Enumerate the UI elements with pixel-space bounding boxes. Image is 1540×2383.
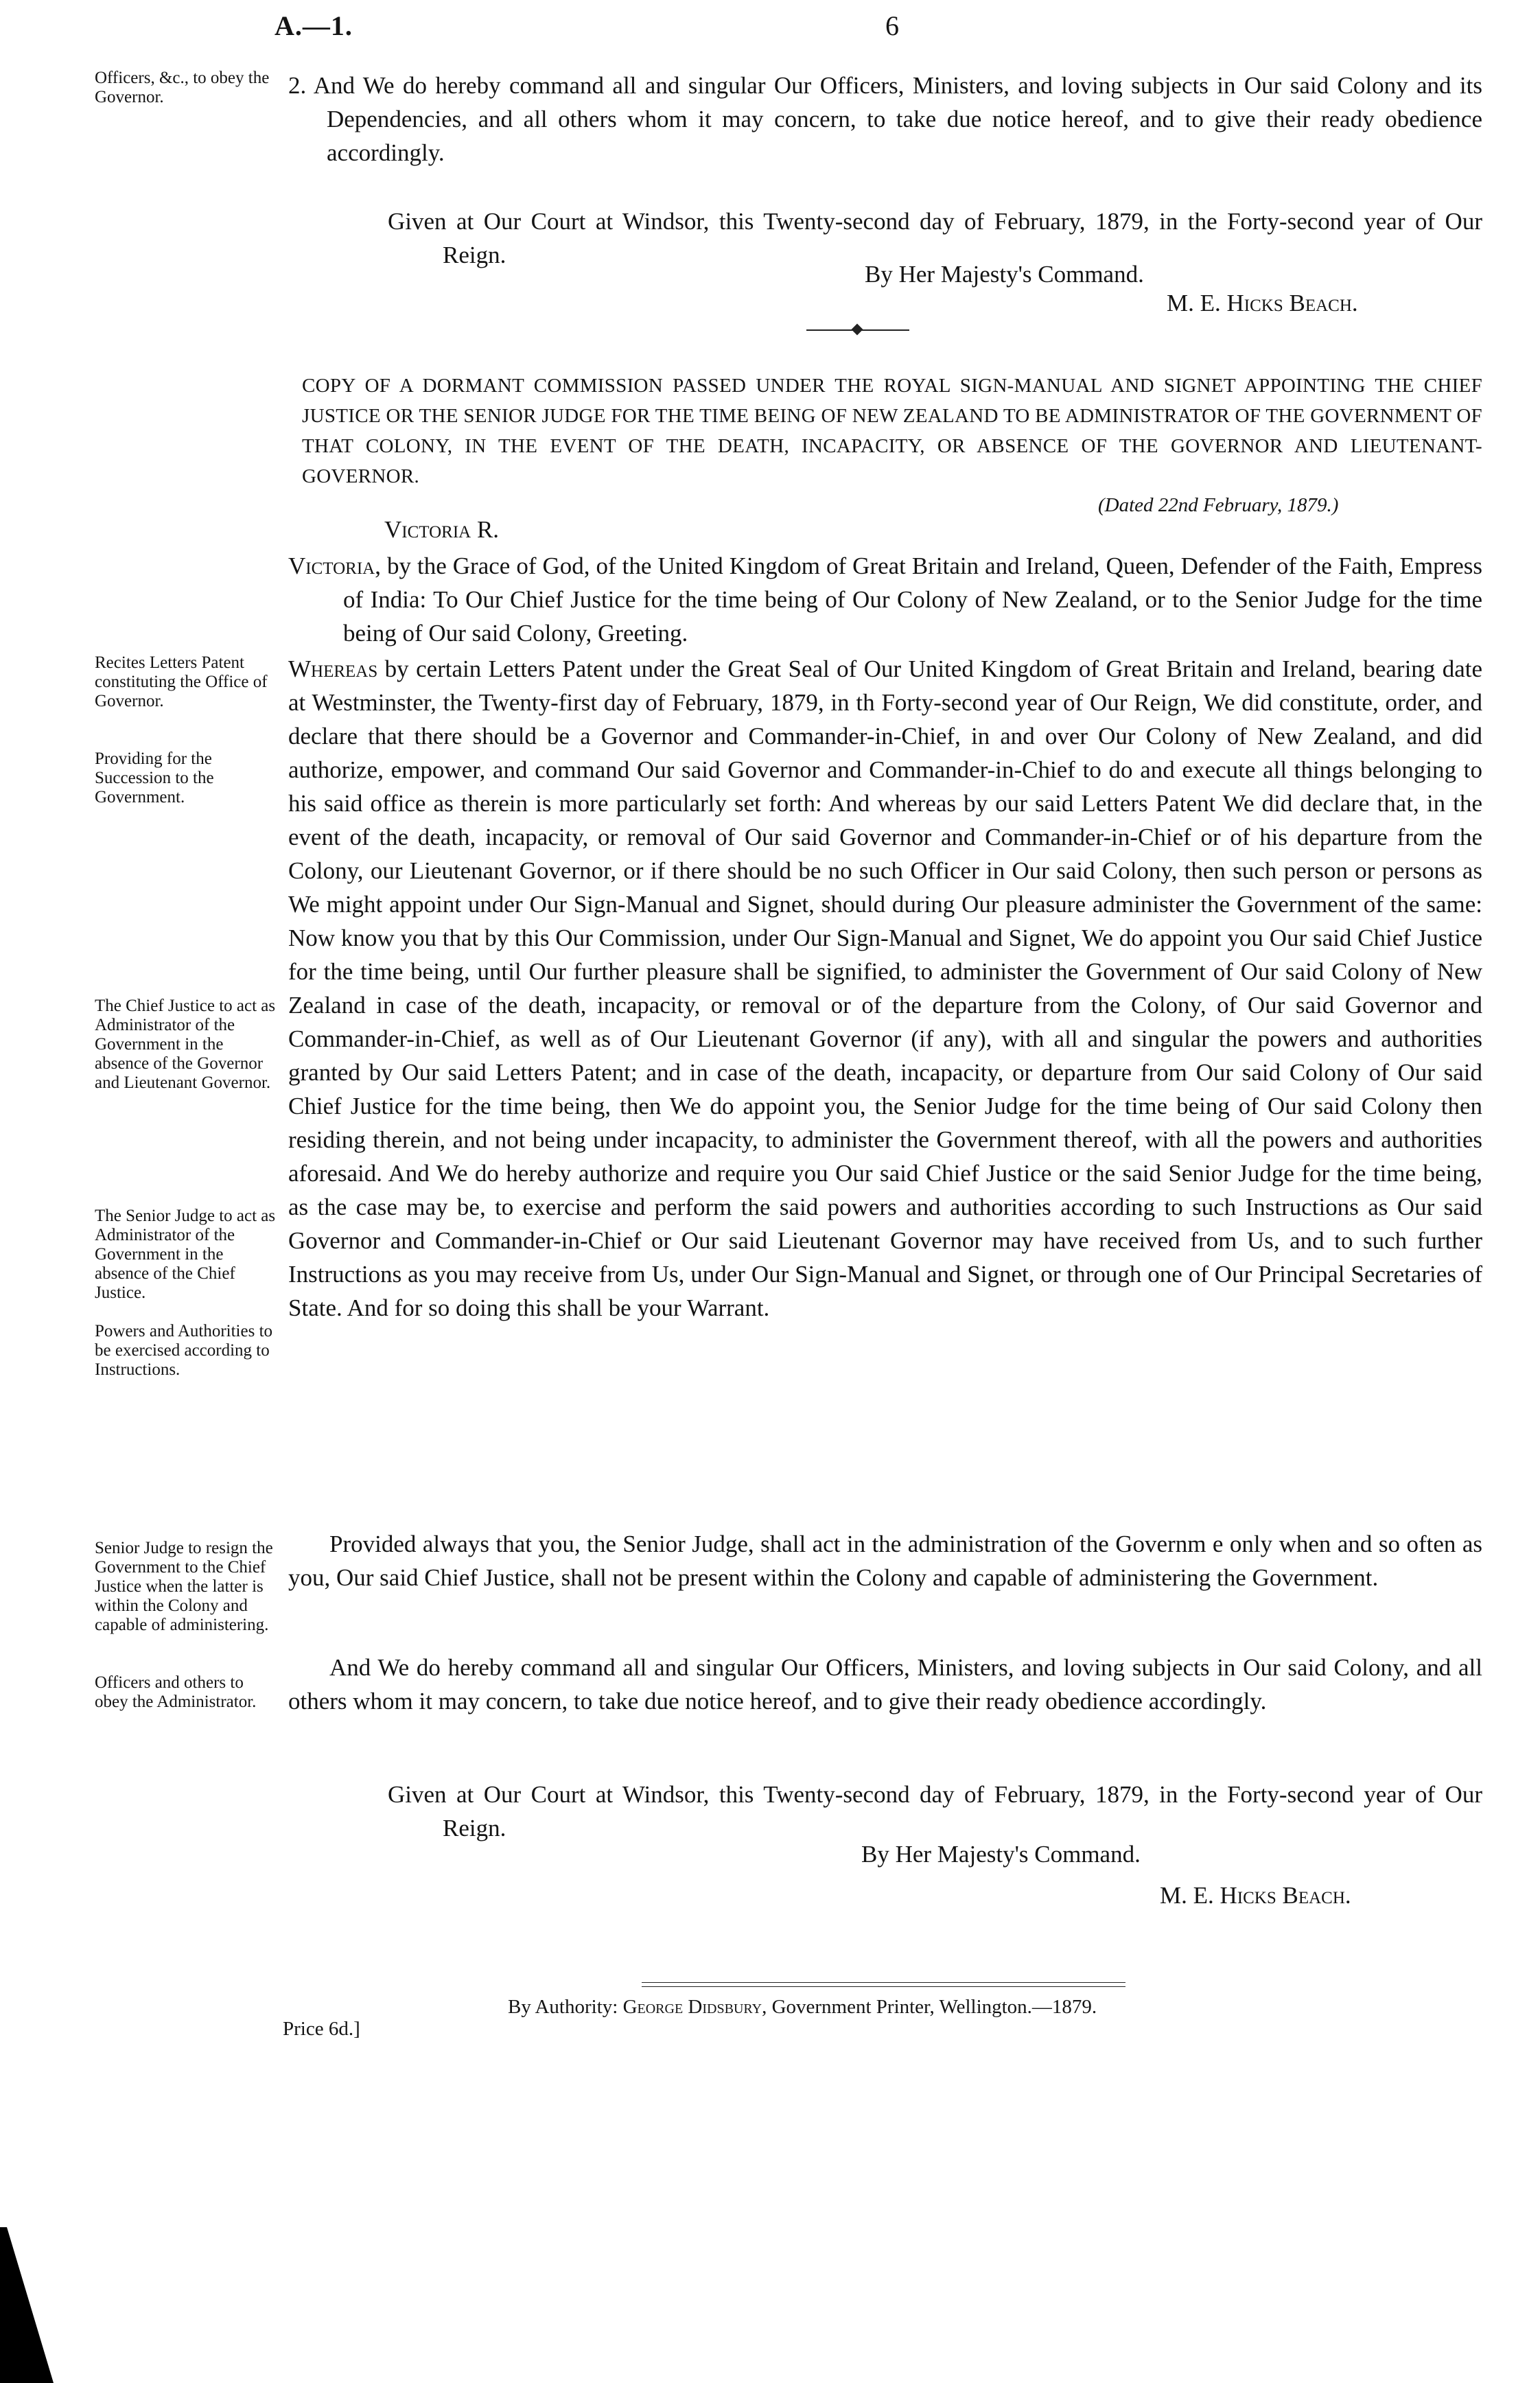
page-number: 6 xyxy=(885,10,899,41)
whereas-paragraph xyxy=(288,652,1482,1325)
officers-paragraph: 2. And We do hereby command all and singular Our Officers, Ministers, and loving subjects in Our said Colony and its Dependencies, and all others whom it may concern, to take due notice hereof, and to give their ready obedience accordingly. xyxy=(288,72,1482,166)
whereas-text: by certain Letters Patent under the Great Seal of Our United Kingdom of Great Britain and Ireland, bearing date at Westminster, the Twenty-first day of February, 1879, in th Forty-second year of Our Reign, We did constitute, order, and declare that there should be a Governor and Commander-in-Chief, in and over Our Colony of New Zealand, and did authorize, empower, and command Our said Governor and Commander-in-Chief to do and execute all things belonging to his said office as therein is more particularly set forth: And whereas by our said Letters Patent We did declare that, in the event of the death, incapacity, or removal of Our said Governor and Commander-in-Chief or of his departure from the Colony, our Lieutenant Governor, or if there should be no such Officer in Our said Colony, then such person or persons as We might appoint under Our Sign-Manual and Signet, should during Our pleasure administer the Government of the same: Now know you that by this Our Commission, under Our Sign-Manual and Signet, We do appoint you Our said Chief Justice for the time being, until Our further pleasure shall be signified, to administer the Government of Our said Colony of New Zealand in case of the death, incapacity, or removal or of the departure from the Colony, of Our said Governor and Commander-in-Chief, as well as of Our Lieutenant Governor (if any), with all and singular the powers and authorities granted by Our said Letters Patent; and in case of the death, incapacity, or departure from Our said Colony of Our said Chief Justice for the time being, then We do appoint you, the Senior Judge for the time being of Our said Colony then residing therein, and not being under incapacity, to administer the Government thereof, with all the powers and authorities aforesaid. And We do hereby authorize and require you Our said Chief Justice or the said Senior Judge for the time being, as the case may be, to exercise and perform the said powers and authorities according to such Instructions as Our said Governor and Commander-in-Chief or Our said Lieutenant Governor may have received from Us, and to such further Instructions as you may receive from Us, under Our Sign-Manual and Signet, or through one of Our Principal Secretaries of State. And for so doing this shall be your Warrant. xyxy=(288,655,1482,1321)
salutation-text: , by the Grace of God, of the United Kingdom of Great Britain and Ireland, Queen, Defender of the Faith, Empress of India: To Our Chief Justice for the time being of Our Colony of New Zealand, or to the Senior Judge for the time being of Our said Colony, Greeting. xyxy=(343,553,1482,647)
footer-rule-2 xyxy=(642,1986,1125,1987)
margin-note-recites: Recites Letters Patent constituting the Office of Governor. xyxy=(95,653,268,710)
commission-heading xyxy=(302,371,1482,491)
margin-note-resign: Senior Judge to resign the Government to the Chief Justice when the latter is within the Colony and capable of administering. xyxy=(95,1539,273,1634)
separator-diamond xyxy=(852,324,863,336)
price: Price 6d.] xyxy=(283,2018,360,2040)
scan-edge-artifact xyxy=(0,2227,62,2383)
command-line-1: By Her Majesty's Command. xyxy=(865,261,1144,288)
given-at-court-2: Given at Our Court at Windsor, this Twenty-second day of February, 1879, in the Forty-second year of Our Reign. xyxy=(388,1781,1482,1841)
document-reference: A.—1. xyxy=(275,10,353,41)
printer-imprint: By Authority: George Didsbury, Government Printer, Wellington.—1879. xyxy=(508,1996,1097,2018)
commission-heading-text: COPY OF A DORMANT COMMISSION PASSED UNDER THE ROYAL SIGN-MANUAL AND SIGNET APPOINTING THE CHIEF JUSTICE OR THE SENIOR JUDGE FOR THE TIME BEING OF NEW ZEALAND TO BE ADMINISTRATOR OF THE GOVERNMENT OF THAT COLONY, IN THE EVENT OF THE DEATH, INCAPACITY, OR ABSENCE OF THE GOVERNOR AND LIEUTENANT-GOVERNOR. xyxy=(302,375,1482,487)
salutation-name: Victoria xyxy=(288,553,375,579)
given-at-court-1: Given at Our Court at Windsor, this Twenty-second day of February, 1879, in the Forty-second year of Our Reign. xyxy=(388,208,1482,268)
signature-2: M. E. Hicks Beach. xyxy=(1160,1882,1351,1909)
footer-rule-1 xyxy=(642,1982,1125,1983)
whereas-word: Whereas xyxy=(288,655,378,682)
margin-note-succession: Providing for the Succession to the Government. xyxy=(95,749,214,806)
signature-1: M. E. Hicks Beach. xyxy=(1167,290,1358,316)
commission-date: (Dated 22nd February, 1879.) xyxy=(1098,494,1339,516)
margin-note-officers-obey: Officers and others to obey the Administrator. xyxy=(95,1673,257,1711)
command-paragraph: And We do hereby command all and singular Our Officers, Ministers, and loving subjects in Our said Colony, and all others whom it may concern, to take due notice hereof, and to give their ready obedience accordingly. xyxy=(288,1654,1482,1714)
command-line-2: By Her Majesty's Command. xyxy=(861,1841,1141,1868)
margin-note-powers: Powers and Authorities to be exercised according to Instructions. xyxy=(95,1322,273,1379)
royal-sign-manual: Victoria R. xyxy=(384,516,500,543)
salutation-paragraph xyxy=(288,549,1482,650)
margin-note-senior-judge: The Senior Judge to act as Administrator of the Government in the absence of the Chief Justice. xyxy=(95,1207,276,1302)
margin-note-chief-justice: The Chief Justice to act as Administrator of the Government in the absence of the Governor and Lieutenant Governor. xyxy=(95,997,276,1092)
proviso-paragraph: Provided always that you, the Senior Judge, shall act in the administration of the Governm e only when and so often as you, Our said Chief Justice, shall not be present within the Colony and capable of administering the Government. xyxy=(288,1531,1482,1591)
margin-note-officers: Officers, &c., to obey the Governor. xyxy=(95,69,270,106)
section-2-paragraph xyxy=(288,69,1482,170)
